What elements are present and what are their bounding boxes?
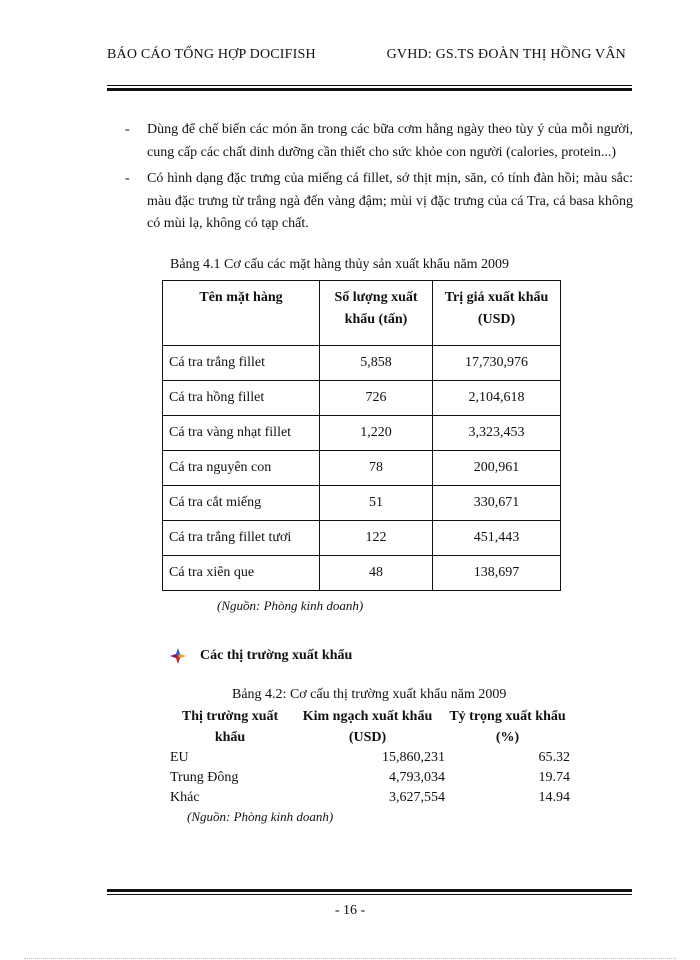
column-header: Tên mặt hàng	[163, 281, 320, 346]
bullet-list	[125, 119, 633, 240]
cell-value: 3,323,453	[433, 416, 561, 451]
table-row	[163, 346, 561, 381]
table-row	[163, 556, 561, 591]
cell-quantity: 1,220	[320, 416, 433, 451]
product-export-table	[162, 280, 561, 591]
header-report-title: BÁO CÁO TỔNG HỢP DOCIFISH	[107, 47, 316, 62]
cell-product: Cá tra trắng fillet tươi	[163, 521, 320, 556]
cell-quantity: 5,858	[320, 346, 433, 381]
cell-quantity: 122	[320, 521, 433, 556]
bullet-text: Dùng để chế biến các món ăn trong các bữa cơm hằng ngày theo tùy ý của mỗi người, cung cấp các chất dinh dưỡng cần thiết cho sức khỏe con người (calories, protein...)	[147, 122, 633, 160]
bullet-dash: -	[125, 171, 130, 186]
cell-turnover: 15,860,231	[382, 750, 445, 765]
cell-value: 2,104,618	[433, 381, 561, 416]
cell-quantity: 48	[320, 556, 433, 591]
table-row	[170, 748, 570, 768]
bullet-item	[125, 168, 633, 236]
column-header: Kim ngạch xuất khẩu (USD)	[302, 709, 433, 745]
header-advisor: GVHD: GS.TS ĐOÀN THỊ HỒNG VÂN	[386, 47, 626, 62]
bullet-item	[125, 119, 633, 164]
cell-quantity: 726	[320, 381, 433, 416]
table-row	[163, 416, 561, 451]
cell-value: 200,961	[433, 451, 561, 486]
market-export-table	[170, 706, 570, 808]
cell-product: Cá tra vàng nhạt fillet	[163, 416, 320, 451]
cell-value: 17,730,976	[433, 346, 561, 381]
cell-product: Cá tra nguyên con	[163, 451, 320, 486]
table-row	[163, 381, 561, 416]
cell-turnover: 4,793,034	[389, 770, 445, 785]
page-break-line	[24, 958, 676, 959]
footer-rule-thin	[107, 894, 632, 895]
table1-source: (Nguồn: Phòng kinh doanh)	[217, 598, 364, 613]
table-row	[163, 451, 561, 486]
table-row	[170, 788, 570, 808]
table-row	[163, 521, 561, 556]
table-row	[170, 768, 570, 788]
bullet-text: Có hình dạng đặc trưng của miếng cá fillet, sớ thịt mịn, săn, có tính đàn hồi; màu sắc: màu đặc trưng từ trắng ngà đến vàng đậm; mùi vị đặc trưng của cá Tra, cá basa không có mùi lạ, không có tạp chất.	[147, 171, 633, 231]
section-title: Các thị trường xuất khẩu	[200, 648, 353, 663]
footer-rule-thick	[107, 889, 632, 892]
table-header-row	[163, 281, 561, 346]
table2-source: (Nguồn: Phòng kinh doanh)	[187, 809, 334, 824]
cell-share: 14.94	[538, 790, 570, 805]
table-row	[163, 486, 561, 521]
cell-turnover: 3,627,554	[389, 790, 445, 805]
column-header: Số lượng xuất khẩu (tấn)	[320, 281, 433, 346]
table2-caption: Bảng 4.2: Cơ cấu thị trường xuất khẩu năm 2009	[232, 687, 507, 702]
cell-product: Cá tra cắt miếng	[163, 486, 320, 521]
cell-value: 138,697	[433, 556, 561, 591]
cell-product: Cá tra hồng fillet	[163, 381, 320, 416]
cell-quantity: 78	[320, 451, 433, 486]
section-heading	[170, 648, 352, 664]
cell-product: Cá tra xiên que	[163, 556, 320, 591]
diamond-bullet-icon	[170, 648, 186, 664]
cell-share: 19.74	[538, 770, 570, 785]
table1-caption: Bảng 4.1 Cơ cấu các mặt hàng thủy sản xuất khẩu năm 2009	[170, 257, 510, 272]
cell-quantity: 51	[320, 486, 433, 521]
column-header: Thị trường xuất khẩu	[181, 709, 279, 745]
cell-product: Cá tra trắng fillet	[163, 346, 320, 381]
cell-market: EU	[170, 750, 189, 765]
cell-share: 65.32	[538, 750, 570, 765]
bullet-dash: -	[125, 122, 130, 137]
cell-market: Trung Đông	[170, 770, 239, 785]
cell-market: Khác	[170, 790, 200, 805]
table-header-row	[170, 706, 570, 748]
column-header: Trị giá xuất khẩu (USD)	[433, 281, 561, 346]
page-number: - 16 -	[334, 903, 366, 918]
cell-value: 451,443	[433, 521, 561, 556]
header-rule-thin	[107, 85, 632, 86]
column-header: Tỷ trọng xuất khẩu (%)	[449, 709, 566, 745]
cell-value: 330,671	[433, 486, 561, 521]
header-rule-thick	[107, 88, 632, 91]
